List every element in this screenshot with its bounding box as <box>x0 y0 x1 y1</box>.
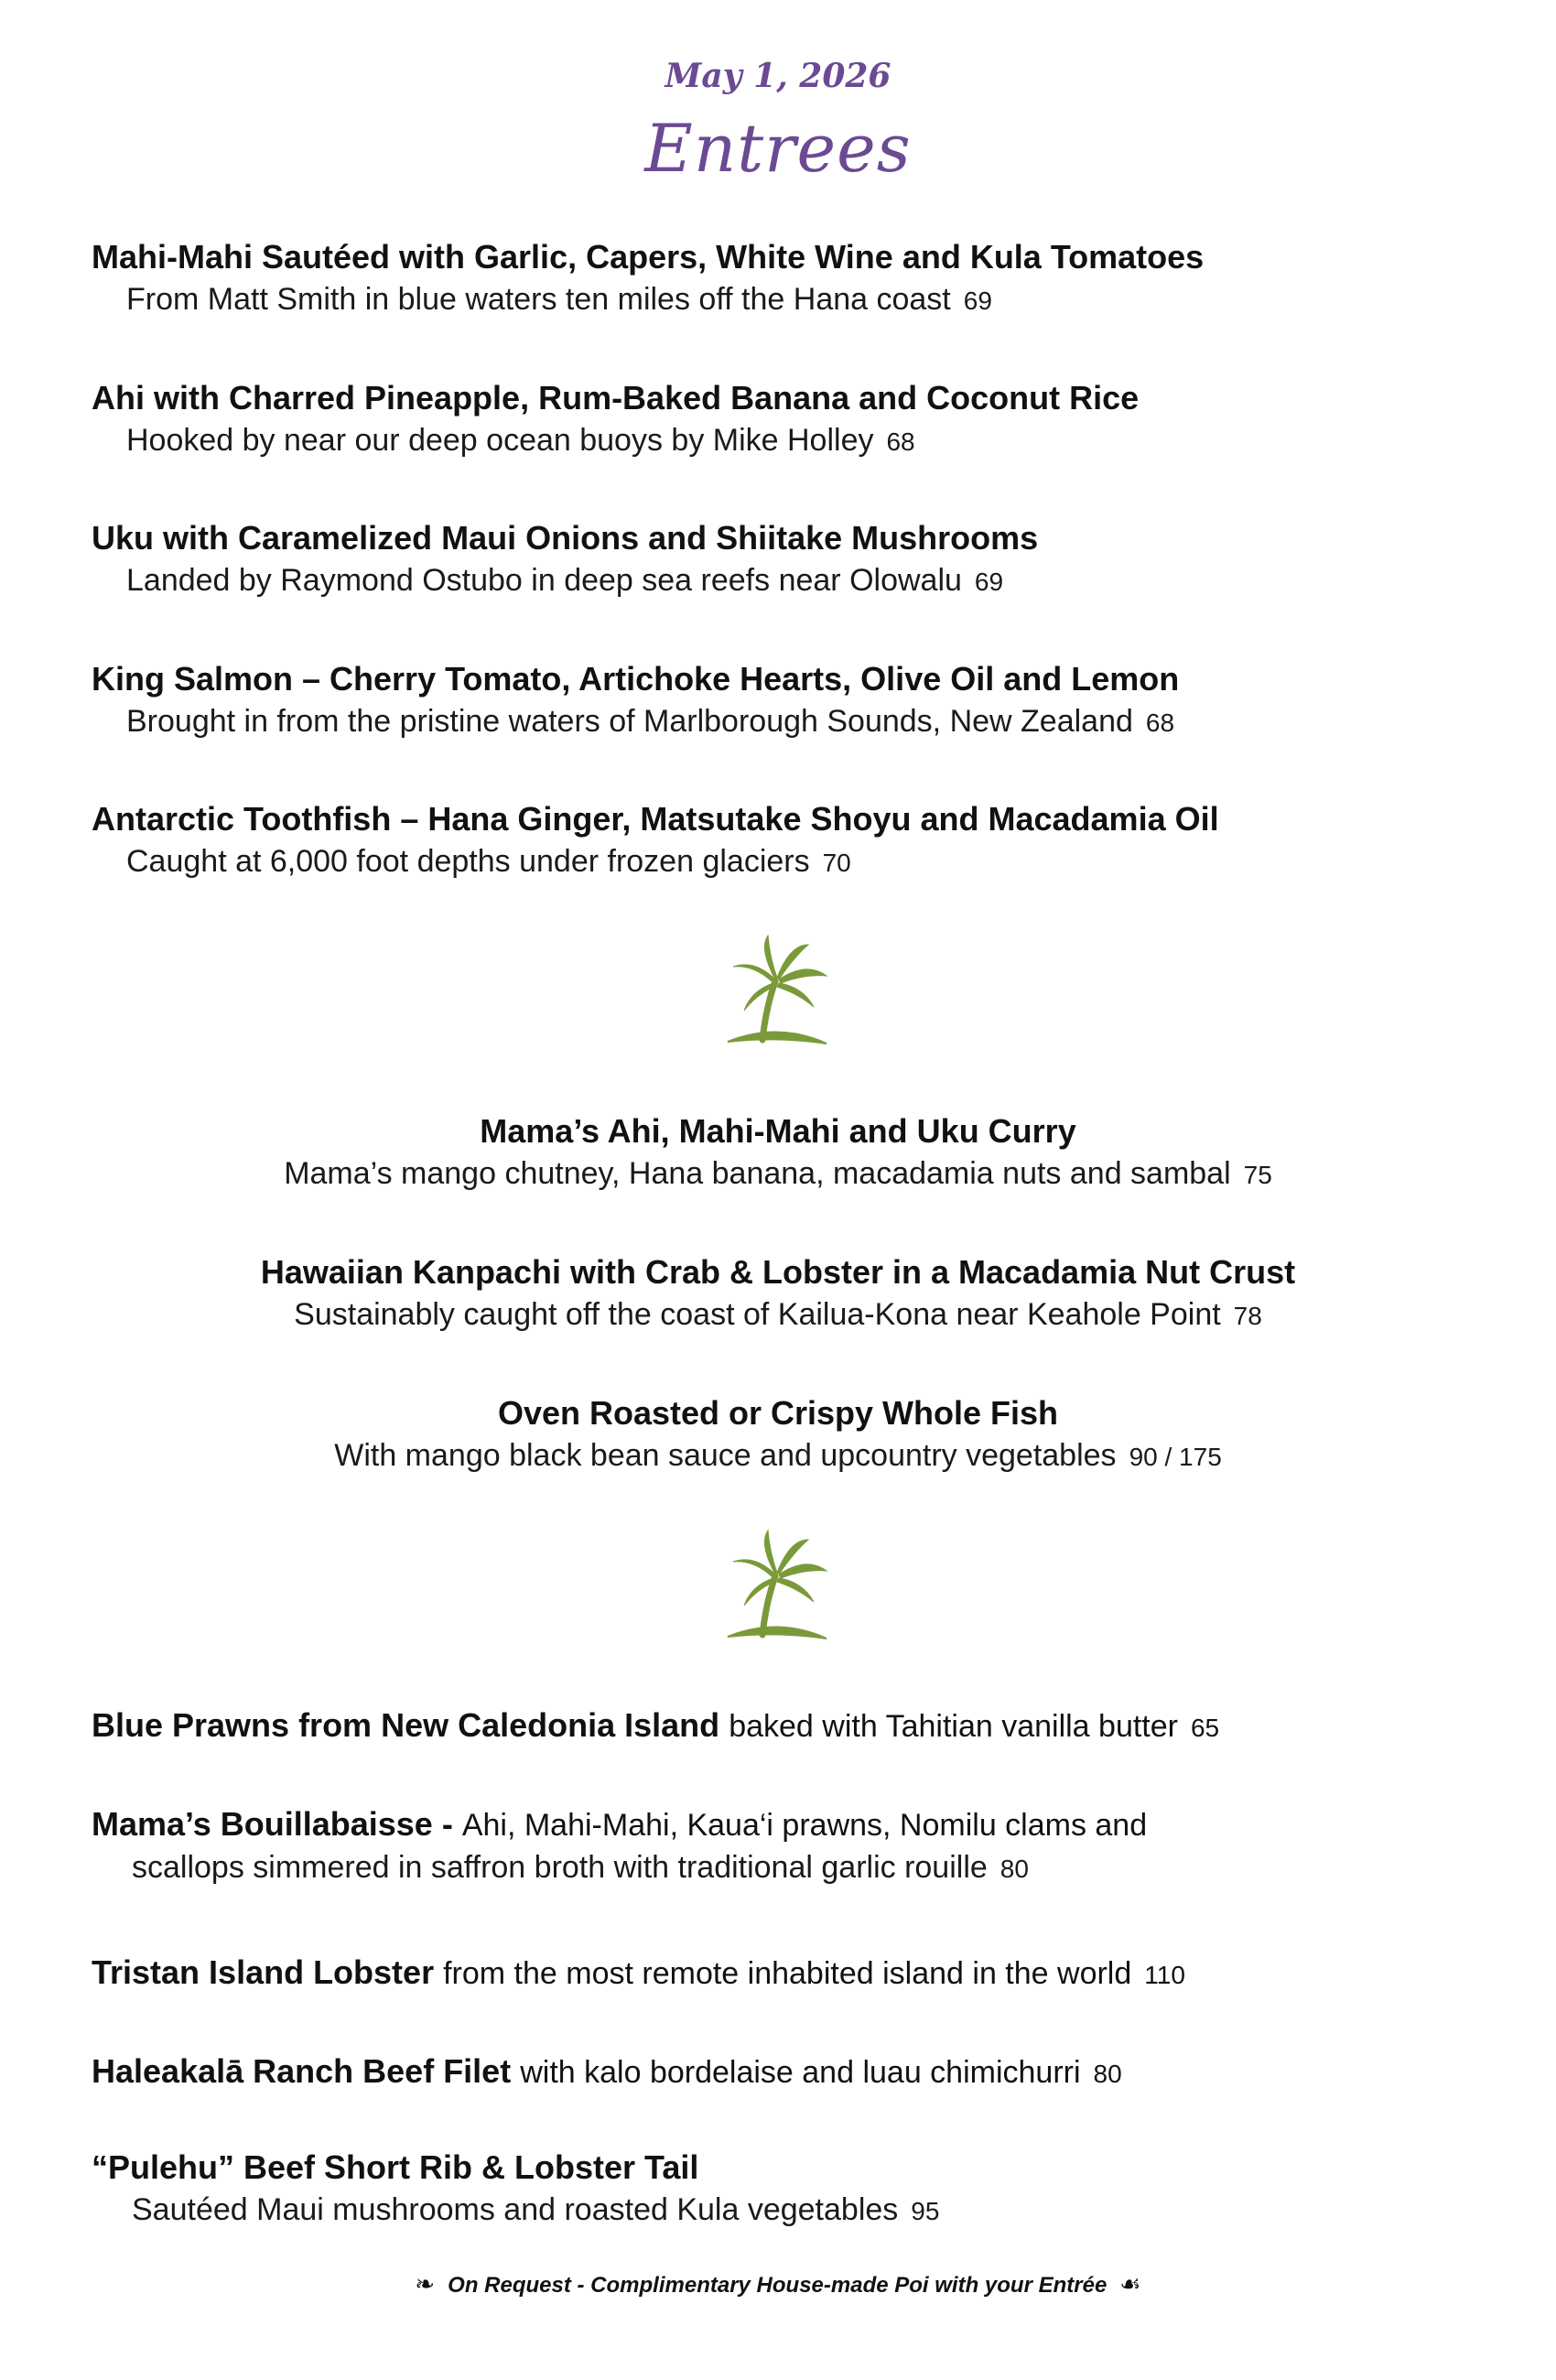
item-description: Sautéed Maui mushrooms and roasted Kula vegetables 95 <box>132 2192 940 2227</box>
menu-item <box>92 2147 1483 2233</box>
menu-item <box>92 377 1483 463</box>
leaf-ornament-icon: ❧ <box>415 2270 436 2298</box>
menu-item <box>0 1392 1556 1478</box>
item-description: Brought in from the pristine waters of Marlborough Sounds, New Zealand 68 <box>126 704 1175 739</box>
item-line <box>92 1803 1483 1846</box>
item-price: 69 <box>974 568 1004 596</box>
menu-date: May 1, 2026 <box>665 57 891 95</box>
item-title: “Pulehu” Beef Short Rib & Lobster Tail <box>92 2148 699 2186</box>
menu-item <box>92 1704 1483 1749</box>
item-line <box>92 1952 1483 1996</box>
menu-item <box>92 1952 1483 1996</box>
item-price: 110 <box>1144 1961 1185 1989</box>
item-description-continued: scallops simmered in saffron broth with traditional garlic rouille 80 <box>132 1850 1029 1885</box>
item-description: Caught at 6,000 foot depths under frozen glaciers 70 <box>126 844 851 879</box>
menu-item <box>92 1803 1483 1890</box>
menu-item <box>92 236 1483 322</box>
palm-tree-icon <box>719 934 837 1053</box>
item-description: from the most remote inhabited island in the world <box>443 1956 1132 1991</box>
item-title: Oven Roasted or Crispy Whole Fish <box>497 1394 1059 1432</box>
item-price: 75 <box>1243 1161 1272 1189</box>
item-title: Haleakalā Ranch Beef Filet <box>92 2052 512 2090</box>
menu-item <box>92 517 1483 603</box>
menu-item <box>0 1110 1556 1196</box>
page-title: Entrees <box>644 110 912 187</box>
menu-item <box>92 658 1483 744</box>
palm-tree-icon <box>719 1529 837 1648</box>
menu-item <box>92 2050 1483 2095</box>
item-price: 65 <box>1190 1714 1220 1742</box>
leaf-ornament-icon: ☙ <box>1119 2270 1141 2298</box>
item-title: Tristan Island Lobster <box>92 1953 435 1991</box>
item-description: baked with Tahitian vanilla butter <box>729 1709 1178 1744</box>
item-title: Mahi-Mahi Sautéed with Garlic, Capers, White Wine and Kula Tomatoes <box>92 238 1205 276</box>
item-price: 68 <box>886 427 915 456</box>
item-description: From Matt Smith in blue waters ten miles off the Hana coast 69 <box>126 282 992 317</box>
menu-item <box>92 798 1483 884</box>
item-title: Mama’s Ahi, Mahi-Mahi and Uku Curry <box>480 1112 1076 1150</box>
item-title: Mama’s Bouillabaisse - <box>92 1805 453 1843</box>
item-line <box>92 2050 1483 2095</box>
footer-note <box>0 2270 1556 2299</box>
item-title: Uku with Caramelized Maui Onions and Shiitake Mushrooms <box>92 519 1039 557</box>
item-price: 90 / 175 <box>1129 1443 1222 1471</box>
item-price: 70 <box>822 849 851 877</box>
item-description: Hooked by near our deep ocean buoys by Mike Holley 68 <box>126 423 915 458</box>
item-title: Ahi with Charred Pineapple, Rum-Baked Banana and Coconut Rice <box>92 379 1140 416</box>
item-price: 95 <box>911 2197 940 2225</box>
item-price: 80 <box>1093 2060 1122 2088</box>
footer-text: On Request - Complimentary House-made Poi with your Entrée <box>448 2273 1108 2298</box>
item-description: Ahi, Mahi-Mahi, Kaua‘i prawns, Nomilu clams and <box>461 1808 1148 1843</box>
item-price: 69 <box>963 287 992 315</box>
item-description: with kalo bordelaise and luau chimichurri <box>520 2055 1081 2090</box>
menu-item <box>0 1251 1556 1337</box>
item-title: Blue Prawns from New Caledonia Island <box>92 1706 720 1744</box>
item-price: 78 <box>1233 1302 1262 1330</box>
item-price: 68 <box>1145 709 1175 737</box>
item-description: With mango black bean sauce and upcountry vegetables 90 / 175 <box>334 1438 1222 1473</box>
item-price: 80 <box>1000 1855 1029 1883</box>
item-description: Mama’s mango chutney, Hana banana, macadamia nuts and sambal 75 <box>284 1156 1272 1191</box>
item-title: Hawaiian Kanpachi with Crab & Lobster in a Macadamia Nut Crust <box>260 1253 1296 1291</box>
item-title: Antarctic Toothfish – Hana Ginger, Matsutake Shoyu and Macadamia Oil <box>92 800 1219 838</box>
item-description: Landed by Raymond Ostubo in deep sea reefs near Olowalu 69 <box>126 563 1004 598</box>
item-title: King Salmon – Cherry Tomato, Artichoke Hearts, Olive Oil and Lemon <box>92 660 1180 698</box>
item-description: Sustainably caught off the coast of Kailua-Kona near Keahole Point 78 <box>294 1297 1262 1332</box>
item-line <box>92 1704 1483 1749</box>
